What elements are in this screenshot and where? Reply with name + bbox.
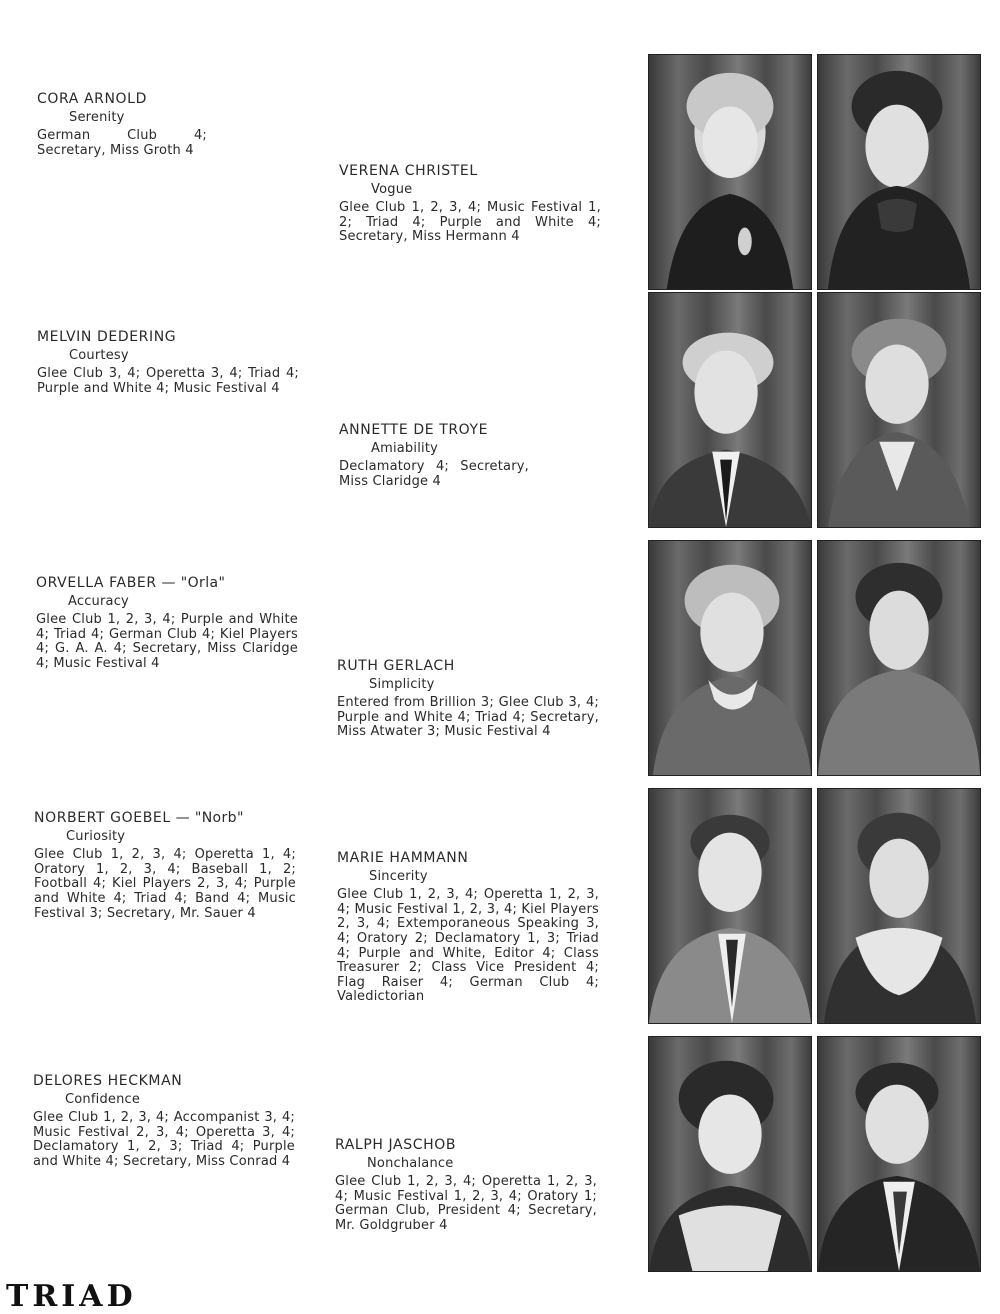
student-name: ORVELLA FABER — "Orla" bbox=[36, 575, 226, 591]
student-entry-annette-de-troye bbox=[339, 423, 601, 489]
student-activities: Glee Club 1, 2, 3, 4; Operetta 1, 2, 3, 4; Music Festival 1, 2, 3, 4; Kiel Players 2, 3, 4; Extemporaneous Speaking 3, 4; Oratory 2; Declamatory 1, 3; Triad 4; Purple and White, Editor 4; Class Treasurer 2; Class Vice President 4; Flag Raiser 4; German Club 4; Valedictorian bbox=[337, 887, 599, 1005]
student-motto: Courtesy bbox=[69, 347, 129, 363]
student-activities: Glee Club 1, 2, 3, 4; Operetta 1, 4; Oratory 1, 2, 3, 4; Baseball 1, 2; Football 4; Kiel Players 2, 3, 4; Purple and White 4; Triad 4; Band 4; Music Festival 3; Secretary, Mr. Sauer 4 bbox=[34, 847, 296, 921]
portrait-photo-annette-de-troye bbox=[817, 292, 981, 528]
student-activities: Glee Club 1, 2, 3, 4; Purple and White 4; Triad 4; German Club 4; Kiel Players 4; G. A. A. 4; Secretary, Miss Claridge 4; Music Festival 4 bbox=[36, 612, 298, 671]
portrait-photo-delores-heckman bbox=[648, 1036, 812, 1272]
portrait-photo-ralph-jaschob bbox=[817, 1036, 981, 1272]
student-name: DELORES HECKMAN bbox=[33, 1073, 183, 1089]
student-activities: Glee Club 1, 2, 3, 4; Operetta 1, 2, 3, 4; Music Festival 1, 2, 3, 4; Oratory 1; German Club, President 4; Secretary, Mr. Goldgruber 4 bbox=[335, 1174, 597, 1233]
student-motto: Simplicity bbox=[369, 676, 435, 692]
student-entry-cora-arnold bbox=[37, 92, 299, 158]
student-motto: Vogue bbox=[371, 181, 413, 197]
student-entry-orvella-faber bbox=[36, 576, 298, 672]
portrait-photo-orvella-faber bbox=[648, 540, 812, 776]
student-entry-verena-christel bbox=[339, 164, 601, 245]
student-activities: Glee Club 3, 4; Operetta 3, 4; Triad 4; Purple and White 4; Music Festival 4 bbox=[37, 366, 299, 396]
student-entry-melvin-dedering bbox=[37, 330, 299, 396]
student-motto: Accuracy bbox=[68, 593, 129, 609]
student-entry-ralph-jaschob bbox=[335, 1138, 597, 1234]
student-name: RUTH GERLACH bbox=[337, 658, 455, 674]
student-entry-ruth-gerlach bbox=[337, 659, 599, 740]
student-motto: Sincerity bbox=[369, 868, 428, 884]
student-activities: Entered from Brillion 3; Glee Club 3, 4; Purple and White 4; Triad 4; Secretary, Miss Atwater 3; Music Festival 4 bbox=[337, 695, 599, 740]
student-activities: Glee Club 1, 2, 3, 4; Accompanist 3, 4; Music Festival 2, 3, 4; Operetta 3, 4; Declamatory 1, 2, 3; Triad 4; Purple and White 4; Secretary, Miss Conrad 4 bbox=[33, 1110, 295, 1169]
student-motto: Confidence bbox=[65, 1091, 141, 1107]
student-entry-marie-hammann bbox=[337, 851, 599, 1005]
student-activities: Glee Club 1, 2, 3, 4; Music Festival 1, 2; Triad 4; Purple and White 4; Secretary, Miss Hermann 4 bbox=[339, 200, 601, 245]
student-name: MARIE HAMMANN bbox=[337, 850, 469, 866]
student-name: NORBERT GOEBEL — "Norb" bbox=[34, 810, 244, 826]
student-motto: Serenity bbox=[69, 109, 125, 125]
student-entry-delores-heckman bbox=[33, 1074, 295, 1170]
portrait-photo-norbert-goebel bbox=[648, 788, 812, 1024]
portrait-photo-ruth-gerlach bbox=[817, 540, 981, 776]
portrait-photo-cora-arnold bbox=[648, 54, 812, 290]
student-activities: Declamatory 4; Secretary, Miss Claridge 4 bbox=[339, 459, 529, 489]
portrait-photo-marie-hammann bbox=[817, 788, 981, 1024]
portrait-photo-verena-christel bbox=[817, 54, 981, 290]
student-motto: Nonchalance bbox=[367, 1155, 454, 1171]
student-entry-norbert-goebel bbox=[34, 811, 296, 921]
student-motto: Amiability bbox=[371, 440, 439, 456]
yearbook-title-mark: TRIAD bbox=[6, 1279, 137, 1314]
student-name: ANNETTE DE TROYE bbox=[339, 422, 489, 438]
student-name: VERENA CHRISTEL bbox=[339, 163, 478, 179]
student-name: CORA ARNOLD bbox=[37, 91, 147, 107]
student-name: RALPH JASCHOB bbox=[335, 1137, 457, 1153]
student-activities: German Club 4; Secretary, Miss Groth 4 bbox=[37, 128, 207, 158]
portrait-photo-melvin-dedering bbox=[648, 292, 812, 528]
student-motto: Curiosity bbox=[66, 828, 126, 844]
student-name: MELVIN DEDERING bbox=[37, 329, 177, 345]
